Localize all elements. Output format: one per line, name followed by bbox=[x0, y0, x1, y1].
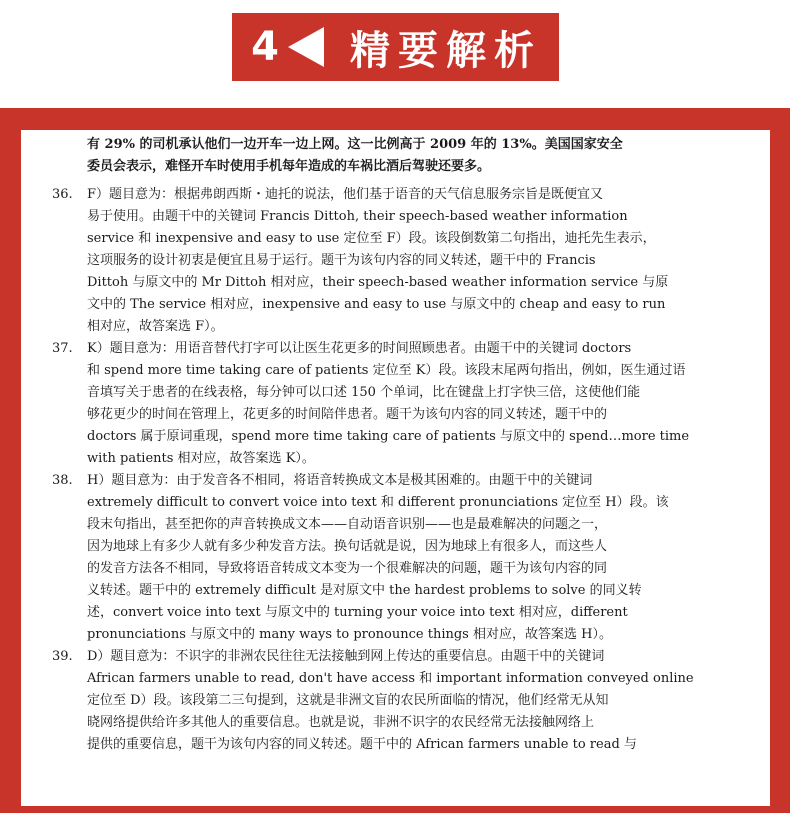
item-line: 义转述。题干中的 extremely difficult 是对原文中 the hardest problems to solve 的同义转 bbox=[87, 583, 642, 598]
section-title: 精要解析 bbox=[350, 27, 542, 74]
answer-item-39 bbox=[52, 646, 749, 756]
item-line: 这项服务的设计初衷是便宜且易于运行。题干为该句内容的同义转述，题干中的 Francis bbox=[87, 253, 596, 268]
section-number: 4 bbox=[251, 24, 279, 70]
item-line: 晓网络提供给许多其他人的重要信息。也就是说，非洲不识字的农民经常无法接触网络上 bbox=[87, 715, 595, 730]
item-line: doctors 属于原词重现，spend more time taking care of patients 与原文中的 spend…more time bbox=[87, 429, 690, 444]
item-line: pronunciations 与原文中的 many ways to pronounce things 相对应，故答案选 H）。 bbox=[87, 627, 612, 642]
item-line: K）题目意为：用语音替代打字可以让医生花更多的时间照顾患者。由题干中的关键词 doctors bbox=[87, 341, 632, 356]
item-line: 音填写关于患者的在线表格，每分钟可以口述 150 个单词，比在键盘上打字快三倍，这使他们能 bbox=[87, 385, 641, 400]
intro-paragraph bbox=[87, 134, 749, 178]
red-frame bbox=[0, 108, 790, 813]
intro-line: 委员会表示，难怪开车时使用手机每年造成的车祸比酒后驾驶还要多。 bbox=[87, 159, 491, 174]
item-line: service 和 inexpensive and easy to use 定位至 F）段。该段倒数第二句指出，迪托先生表示， bbox=[87, 231, 656, 246]
item-number: 36. bbox=[52, 187, 73, 202]
item-line: African farmers unable to read, don't have access 和 important information conveyed online bbox=[87, 671, 694, 686]
answer-content bbox=[52, 134, 749, 756]
item-line: 提供的重要信息，题干为该句内容的同义转述。题干中的 African farmers unable to read 与 bbox=[87, 737, 637, 752]
item-line: 的发音方法各不相同，导致将语音转成文本变为一个很难解决的问题，题干为该句内容的同 bbox=[87, 561, 608, 576]
item-line: 和 spend more time taking care of patients 定位至 K）段。该段末尾两句指出，例如，医生通过语 bbox=[87, 363, 686, 378]
item-line: H）题目意为：由于发音各不相同，将语音转换成文本是极其困难的。由题干中的关键词 bbox=[87, 473, 593, 488]
answer-item-37 bbox=[52, 338, 749, 470]
item-number: 39. bbox=[52, 649, 73, 664]
item-line: 文中的 The service 相对应，inexpensive and easy to use 与原文中的 cheap and easy to run bbox=[87, 297, 666, 312]
answer-sheet bbox=[21, 130, 770, 806]
item-line: with patients 相对应，故答案选 K）。 bbox=[87, 451, 315, 466]
answer-item-36 bbox=[52, 184, 749, 338]
intro-line: 有 29% 的司机承认他们一边开车一边上网。这一比例高于 2009 年的 13%。美国国家安全 bbox=[87, 137, 623, 152]
item-line: 易于使用。由题干中的关键词 Francis Dittoh, their speech-based weather information bbox=[87, 209, 628, 224]
arrow-left-icon bbox=[288, 27, 324, 67]
item-line: F）题目意为：根据弗朗西斯・迪托的说法，他们基于语音的天气信息服务宗旨是既便宜又 bbox=[87, 187, 604, 202]
answer-item-38 bbox=[52, 470, 749, 646]
section-banner bbox=[232, 13, 559, 81]
item-line: 定位至 D）段。该段第二三句提到，这就是非洲文盲的农民所面临的情况，他们经常无从知 bbox=[87, 693, 609, 708]
item-line: 相对应，故答案选 F）。 bbox=[87, 319, 224, 334]
item-line: 因为地球上有多少人就有多少种发音方法。换句话就是说，因为地球上有很多人，而这些人 bbox=[87, 539, 608, 554]
item-number: 37. bbox=[52, 341, 73, 356]
item-line: 段末句指出，甚至把你的声音转换成文本——自动语音识别——也是最难解决的问题之一， bbox=[87, 517, 608, 532]
item-number: 38. bbox=[52, 473, 73, 488]
item-line: Dittoh 与原文中的 Mr Dittoh 相对应，their speech-based weather information service 与原 bbox=[87, 275, 669, 290]
item-line: D）题目意为：不识字的非洲农民往往无法接触到网上传达的重要信息。由题干中的关键词 bbox=[87, 649, 605, 664]
item-line: extremely difficult to convert voice into text 和 different pronunciations 定位至 H）段。该 bbox=[87, 495, 669, 510]
item-line: 述，convert voice into text 与原文中的 turning your voice into text 相对应，different bbox=[87, 605, 628, 620]
item-line: 够花更少的时间在管理上，花更多的时间陪伴患者。题干为该句内容的同义转述，题干中的 bbox=[87, 407, 608, 422]
